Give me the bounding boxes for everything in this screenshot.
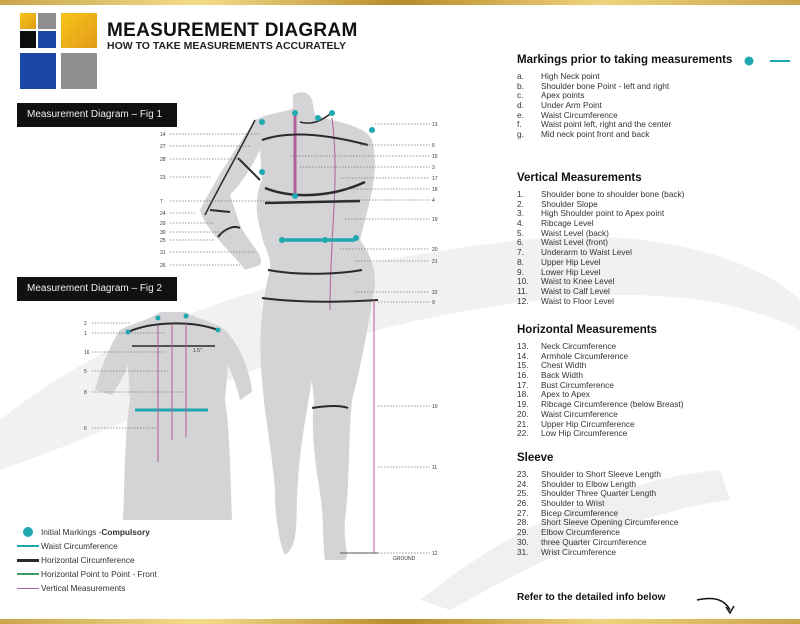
item-number: 17.	[517, 379, 529, 390]
svg-text:13: 13	[432, 122, 438, 128]
item-number: e.	[517, 109, 524, 120]
svg-text:11: 11	[432, 465, 438, 471]
list-item	[517, 130, 800, 140]
item-number: 2.	[517, 198, 524, 209]
item-number: 3.	[517, 208, 524, 219]
item-number: 26.	[517, 498, 529, 509]
item-text: Back Width	[541, 370, 583, 381]
svg-text:31: 31	[160, 250, 166, 256]
item-text: Bust Circumference	[541, 379, 614, 390]
list-item	[517, 297, 800, 307]
item-number: 30.	[517, 536, 529, 547]
item-number: 15.	[517, 360, 529, 371]
page-subtitle: HOW TO TAKE MEASUREMENTS ACCURATELY	[107, 40, 346, 52]
item-text: Mid neck point front and back	[541, 129, 650, 140]
svg-text:23: 23	[160, 175, 166, 181]
fig2-label: Measurement Diagram – Fig 2	[17, 277, 177, 301]
item-text: Underarm to Waist Level	[541, 247, 632, 258]
item-number: 20.	[517, 408, 529, 419]
item-text: three Quarter Circumference	[541, 536, 647, 547]
item-text: High Neck point	[541, 71, 600, 81]
sleeve-heading: Sleeve	[517, 452, 554, 464]
item-text: Shoulder bone Point - left and right	[541, 80, 670, 91]
svg-text:9: 9	[432, 300, 435, 306]
item-text: Wrist Circumference	[541, 546, 616, 557]
horizontal-section	[517, 324, 800, 439]
svg-text:8: 8	[84, 390, 87, 396]
item-text: High Shoulder point to Apex point	[541, 208, 665, 219]
svg-text:15: 15	[432, 154, 438, 160]
svg-text:21: 21	[432, 259, 438, 265]
item-text: Waist point left, right and the center	[541, 119, 672, 130]
item-text: Shoulder Three Quarter Length	[541, 488, 657, 499]
item-number: 23.	[517, 469, 529, 479]
item-text: Elbow Circumference	[541, 527, 620, 538]
item-number: a.	[517, 71, 524, 81]
svg-text:28: 28	[160, 157, 166, 163]
legend-item: Initial Markings - Compulsory	[15, 525, 157, 539]
item-number: g.	[517, 129, 524, 140]
svg-text:16: 16	[84, 350, 90, 356]
item-text: Shoulder to Elbow Length	[541, 478, 637, 489]
waist-line-swatch	[17, 545, 39, 547]
item-text: Armhole Circumference	[541, 350, 629, 361]
item-text: Bicep Circumference	[541, 507, 619, 518]
svg-text:1: 1	[84, 331, 87, 337]
item-number: 21.	[517, 418, 529, 429]
svg-text:3: 3	[432, 165, 435, 171]
item-text: Waist to Calf Level	[541, 285, 610, 296]
item-number: 9.	[517, 266, 524, 277]
svg-text:24: 24	[160, 211, 166, 217]
item-number: c.	[517, 90, 524, 101]
item-number: f.	[517, 119, 522, 130]
legend-item: Horizontal Circumference	[15, 553, 157, 567]
item-number: 31.	[517, 546, 529, 557]
legend-item: Horizontal Point to Point - Front	[15, 567, 157, 581]
item-number: 24.	[517, 478, 529, 489]
svg-text:19: 19	[432, 217, 438, 223]
item-text: Waist to Floor Level	[541, 295, 615, 306]
item-number: 1.	[517, 189, 524, 199]
item-text: Waist Level (back)	[541, 227, 609, 238]
item-number: 13.	[517, 341, 529, 351]
vertical-heading: Vertical Measurements	[517, 172, 642, 184]
list-item	[517, 548, 800, 558]
ground-label: GROUND	[393, 556, 416, 562]
item-text: Ribcage Circumference (below Breast)	[541, 399, 684, 410]
svg-text:12: 12	[432, 551, 438, 557]
svg-text:30: 30	[160, 230, 166, 236]
item-number: d.	[517, 100, 524, 111]
point-line-swatch	[17, 573, 39, 575]
item-number: 28.	[517, 517, 529, 528]
item-text: Shoulder bone to shoulder bone (back)	[541, 189, 685, 199]
markings-section	[517, 54, 800, 140]
fig2-note: 1.5"	[193, 348, 202, 354]
item-number: 10.	[517, 276, 529, 287]
svg-text:22: 22	[432, 290, 438, 296]
item-text: Apex to Apex	[541, 389, 590, 400]
item-number: 29.	[517, 527, 529, 538]
fig1-label: Measurement Diagram – Fig 1	[17, 103, 177, 127]
item-number: 8.	[517, 256, 524, 267]
horizontal-line-swatch	[17, 559, 39, 562]
item-number: 4.	[517, 218, 524, 229]
item-text: Short Sleeve Opening Circumference	[541, 517, 679, 528]
svg-text:27: 27	[160, 144, 166, 150]
item-text: Upper Hip Level	[541, 256, 601, 267]
item-number: 5.	[517, 227, 524, 238]
item-text: Shoulder to Short Sleeve Length	[541, 469, 661, 479]
svg-text:10: 10	[432, 404, 438, 410]
item-text: Lower Hip Level	[541, 266, 601, 277]
item-number: 6.	[517, 237, 524, 248]
legend	[15, 525, 157, 595]
item-number: 7.	[517, 247, 524, 258]
item-number: 16.	[517, 370, 529, 381]
item-number: 18.	[517, 389, 529, 400]
page-title: MEASUREMENT DIAGRAM	[107, 20, 358, 41]
item-text: Shoulder to Wrist	[541, 498, 605, 509]
svg-text:18: 18	[432, 187, 438, 193]
item-text: Waist Level (front)	[541, 237, 609, 248]
item-text: Waist Circumference	[541, 408, 618, 419]
refer-text: Refer to the detailed info below	[517, 592, 666, 603]
marking-dot-icon	[23, 527, 33, 537]
item-number: 27.	[517, 507, 529, 518]
item-number: 14.	[517, 350, 529, 361]
item-text: Chest Width	[541, 360, 587, 371]
svg-text:25: 25	[160, 238, 166, 244]
item-text: Neck Circumference	[541, 341, 617, 351]
item-number: 11.	[517, 285, 528, 296]
vertical-section	[517, 172, 800, 306]
svg-text:17: 17	[432, 176, 438, 182]
svg-text:20: 20	[432, 247, 438, 253]
svg-text:2: 2	[84, 321, 87, 327]
legend-item: Vertical Measurements	[15, 581, 157, 595]
item-number: 12.	[517, 295, 529, 306]
svg-text:6: 6	[84, 426, 87, 432]
item-text: Upper Hip Circumference	[541, 418, 635, 429]
item-text: Low Hip Circumference	[541, 428, 628, 439]
item-text: Waist to Knee Level	[541, 276, 615, 287]
svg-text:6: 6	[432, 143, 435, 149]
item-text: Shoulder Slope	[541, 198, 598, 209]
sleeve-section	[517, 452, 800, 557]
item-number: b.	[517, 80, 524, 91]
svg-text:4: 4	[432, 198, 435, 204]
svg-text:5: 5	[84, 369, 87, 375]
item-number: 25.	[517, 488, 529, 499]
item-text: Waist Circumference	[541, 109, 618, 120]
svg-text:7: 7	[160, 199, 163, 205]
item-text: Under Arm Point	[541, 100, 602, 111]
item-text: Ribcage Level	[541, 218, 594, 229]
markings-heading: Markings prior to taking measurements	[517, 54, 733, 66]
svg-text:26: 26	[160, 263, 166, 269]
item-number: 22.	[517, 428, 529, 439]
item-text: Apex points	[541, 90, 585, 101]
svg-text:14: 14	[160, 132, 166, 138]
legend-item: Waist Circumference	[15, 539, 157, 553]
vertical-line-swatch	[17, 588, 39, 589]
svg-text:29: 29	[160, 221, 166, 227]
arrow-down-icon	[697, 598, 734, 613]
list-item	[517, 429, 800, 439]
horizontal-heading: Horizontal Measurements	[517, 324, 657, 336]
item-number: 19.	[517, 399, 529, 410]
